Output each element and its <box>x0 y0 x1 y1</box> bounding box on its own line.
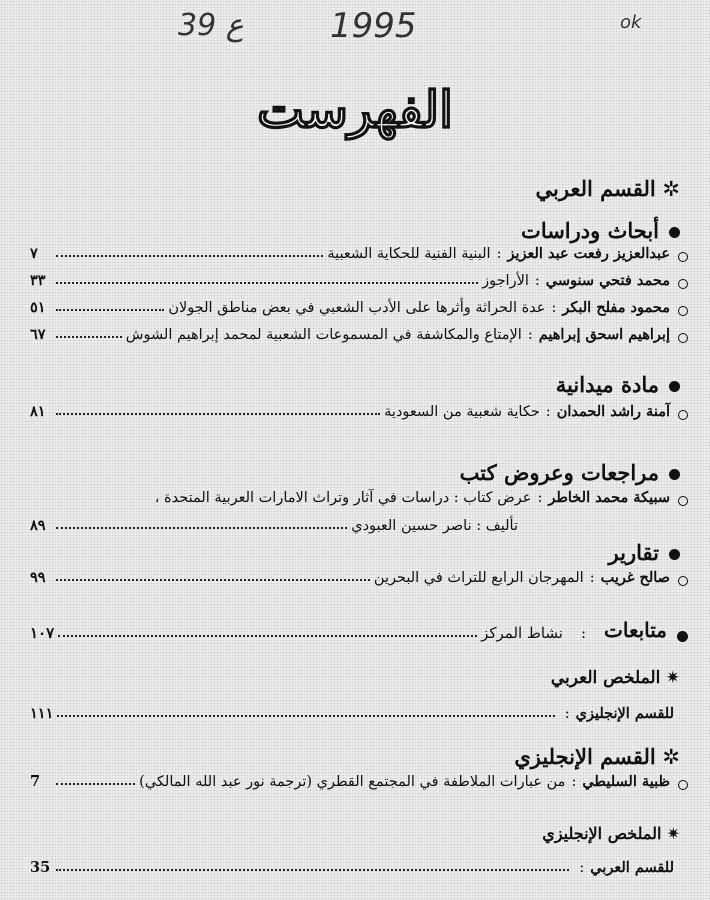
page-title: الفهرست <box>256 80 454 139</box>
bullet-icon <box>669 549 680 560</box>
toc-row: ظبية السليطي : من عبارات الملاطفة في المجتمع القطري (ترجمة نور عبد الله المالكي) 7 <box>30 768 688 790</box>
circle-bullet-icon <box>678 333 688 343</box>
circle-bullet-icon <box>678 306 688 316</box>
toc-row: للقسم الإنجليزي : ١١١ <box>30 705 674 722</box>
bullet-icon <box>669 227 680 238</box>
bullet-icon <box>669 381 680 392</box>
toc-row: إبراهيم اسحق إبراهيم : الإمتاع والمكاشفة في المسموعات الشعبية لمحمد إبراهيم الشوش ٦٧ <box>30 321 688 343</box>
handwritten-year: 1995 <box>330 6 417 46</box>
toc-row: عبدالعزيز رفعت عبد العزيز : البنية الفنية للحكاية الشعبية ٧ <box>30 240 688 262</box>
gear-bullet-icon: ✲ <box>655 177 680 201</box>
circle-bullet-icon <box>678 410 688 420</box>
arabic-summary-heading: ✷ الملخص العربي <box>550 668 680 688</box>
english-summary-heading: ✷ الملخص الإنجليزي <box>542 824 680 843</box>
circle-bullet-icon <box>678 252 688 262</box>
circle-bullet-icon <box>678 496 688 506</box>
bullet-icon <box>669 469 680 480</box>
reports-heading: تقارير <box>609 540 680 565</box>
circle-bullet-icon <box>678 576 688 586</box>
star-bullet-icon: ✷ <box>660 668 680 688</box>
circle-bullet-icon <box>678 279 688 289</box>
toc-row: للقسم العربي : 35 <box>30 859 674 876</box>
reviews-heading: مراجعات وعروض كتب <box>460 460 680 485</box>
toc-row: محمود مفلح البكر : عدة الحراثة وأثرها على الأدب الشعبي في بعض مناطق الجولان ٥١ <box>30 294 688 316</box>
handwritten-ok: ok <box>620 12 642 33</box>
english-section-heading: ✲ القسم الإنجليزي <box>514 744 680 769</box>
gear-bullet-icon: ✲ <box>655 745 680 769</box>
toc-row: متابعات : نشاط المركز ١٠٧ <box>30 620 688 642</box>
bullet-icon <box>677 631 688 642</box>
research-heading: أبحاث ودراسات <box>521 218 680 243</box>
toc-row: صالح غريب : المهرجان الرابع للتراث في البحرين ٩٩ <box>30 564 688 586</box>
toc-row: آمنة راشد الحمدان : حكاية شعبية من السعودية ٨١ <box>30 398 688 420</box>
circle-bullet-icon <box>678 780 688 790</box>
star-bullet-icon: ✷ <box>661 824 680 843</box>
handwritten-number: 39 ع <box>178 8 244 43</box>
field-heading: مادة ميدانية <box>556 372 680 397</box>
toc-row: تأليف : ناصر حسين العبودي ٨٩ <box>30 517 518 534</box>
toc-row: محمد فتحي سنوسي : الأراجوز ٣٣ <box>30 267 688 289</box>
toc-row: سبيكة محمد الخاطر : عرض كتاب : دراسات في آثار وتراث الامارات العربية المتحدة ، <box>30 484 688 506</box>
arabic-section-heading: ✲ القسم العربي <box>535 176 680 201</box>
